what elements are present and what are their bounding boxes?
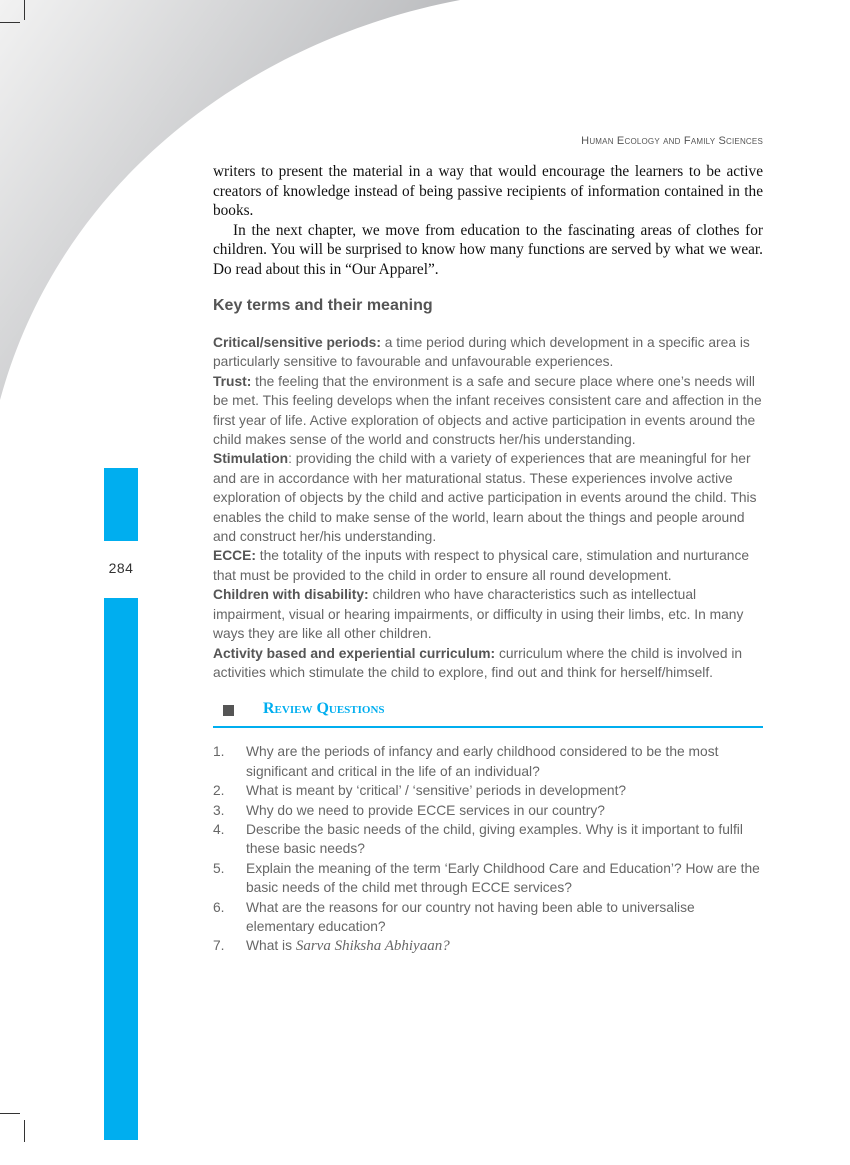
- key-terms-list: [213, 333, 763, 682]
- question-emphasis: Sarva Shiksha Abhiyaan?: [295, 938, 450, 955]
- key-term-label: ECCE:: [213, 548, 256, 564]
- key-term-definition: a time period during which development in a specific area is particularly sensitive to favourable and unfavourable experiences.: [213, 335, 750, 370]
- question-text: Why are the periods of infancy and early childhood considered to be the most significant and critical in the life of an individual?: [246, 744, 719, 779]
- key-term-item: [213, 546, 763, 585]
- question-text: Why do we need to provide ECCE services in our country?: [246, 802, 605, 818]
- review-question: [213, 742, 763, 781]
- key-term-definition: children who have characteristics such as intellectual impairment, visual or hearing impairments, or difficulty in using their limbs, etc. In many ways they are like all other children.: [213, 587, 744, 642]
- key-term-label: Children with disability:: [213, 587, 369, 603]
- review-question: [213, 820, 763, 859]
- key-terms-heading: Key terms and their meaning: [213, 297, 433, 314]
- question-text: What are the reasons for our country not having been able to universalise elementary education?: [246, 899, 695, 934]
- question-number: 2.: [213, 783, 225, 799]
- key-term-item: [213, 333, 763, 372]
- key-term-label: Activity based and experiential curriculum:: [213, 645, 496, 661]
- key-term-definition: the totality of the inputs with respect to physical care, stimulation and nurturance that must be provided to the child in order to ensure all round development.: [213, 548, 750, 583]
- side-bar-bottom: [104, 598, 138, 1140]
- side-bar-top: [104, 468, 138, 541]
- review-questions-list: [213, 742, 763, 956]
- question-text: [246, 936, 763, 956]
- key-term-item: [213, 449, 763, 546]
- question-number: 7.: [213, 938, 225, 954]
- key-term-item: [213, 644, 763, 683]
- review-questions-header: [213, 696, 763, 728]
- review-question: [213, 898, 763, 937]
- crop-mark-top-v: [24, 0, 25, 20]
- review-questions-title: Review Questions: [263, 700, 385, 718]
- question-text: Explain the meaning of the term ‘Early Childhood Care and Education’? How are the basic needs of the child met through ECCE services?: [246, 860, 760, 896]
- crop-mark-bottom-h: [0, 1113, 20, 1114]
- crop-mark-bottom-v: [24, 1120, 25, 1142]
- intro-paragraph-2: In the next chapter, we move from education to the fascinating areas of clothes for children. You will be surprised to know how many functions are served by what we wear. Do read about this in “Our Apparel”.: [213, 221, 763, 278]
- key-term-label: Critical/sensitive periods:: [213, 335, 381, 350]
- intro-paragraph-1: writers to present the material in a way that would encourage the learners to be active creators of knowledge instead of being passive recipients of information contained in the books.: [213, 163, 763, 219]
- question-number: 5.: [213, 860, 225, 876]
- question-number: 6.: [213, 899, 225, 915]
- key-term-item: [213, 585, 763, 643]
- key-term-definition: the feeling that the environment is a safe and secure place where one’s needs will be met. This feeling develops when the infant receives consistent care and affection in the first year of life. Active exploration of objects and active participation in events around the child makes sense of the world and constructs her/his understanding.: [213, 373, 762, 448]
- key-term-label: Trust:: [213, 373, 252, 389]
- key-term-item: [213, 372, 763, 450]
- question-number: 4.: [213, 821, 225, 837]
- review-question: [213, 781, 763, 800]
- key-term-definition: : providing the child with a variety of experiences that are meaningful for her and are in accordance with her maturational status. These experiences involve active exploration of objects by the child and active participation in events around the child. This enables the child to make sense of the world, learn about the things and people around and construct her/his understanding.: [213, 451, 757, 545]
- review-question: [213, 801, 763, 820]
- crop-mark-top-h: [0, 22, 20, 23]
- question-text: Describe the basic needs of the child, giving examples. Why is it important to fulfil these basic needs?: [246, 821, 743, 857]
- running-head: Human Ecology and Family Sciences: [581, 135, 763, 147]
- square-bullet-icon: [223, 705, 234, 716]
- main-content: [213, 162, 763, 957]
- key-term-definition: curriculum where the child is involved in activities which stimulate the child to explore, find out and think for herself/himself.: [213, 645, 743, 680]
- key-term-label: Stimulation: [213, 451, 289, 467]
- question-text: What is meant by ‘critical’ / ‘sensitive’ periods in development?: [246, 783, 627, 799]
- question-text-lead: What is: [246, 938, 296, 954]
- review-question: [213, 936, 763, 956]
- page-number: 284: [108, 560, 134, 576]
- review-question: [213, 859, 763, 898]
- question-number: 1.: [213, 744, 225, 760]
- question-number: 3.: [213, 802, 225, 818]
